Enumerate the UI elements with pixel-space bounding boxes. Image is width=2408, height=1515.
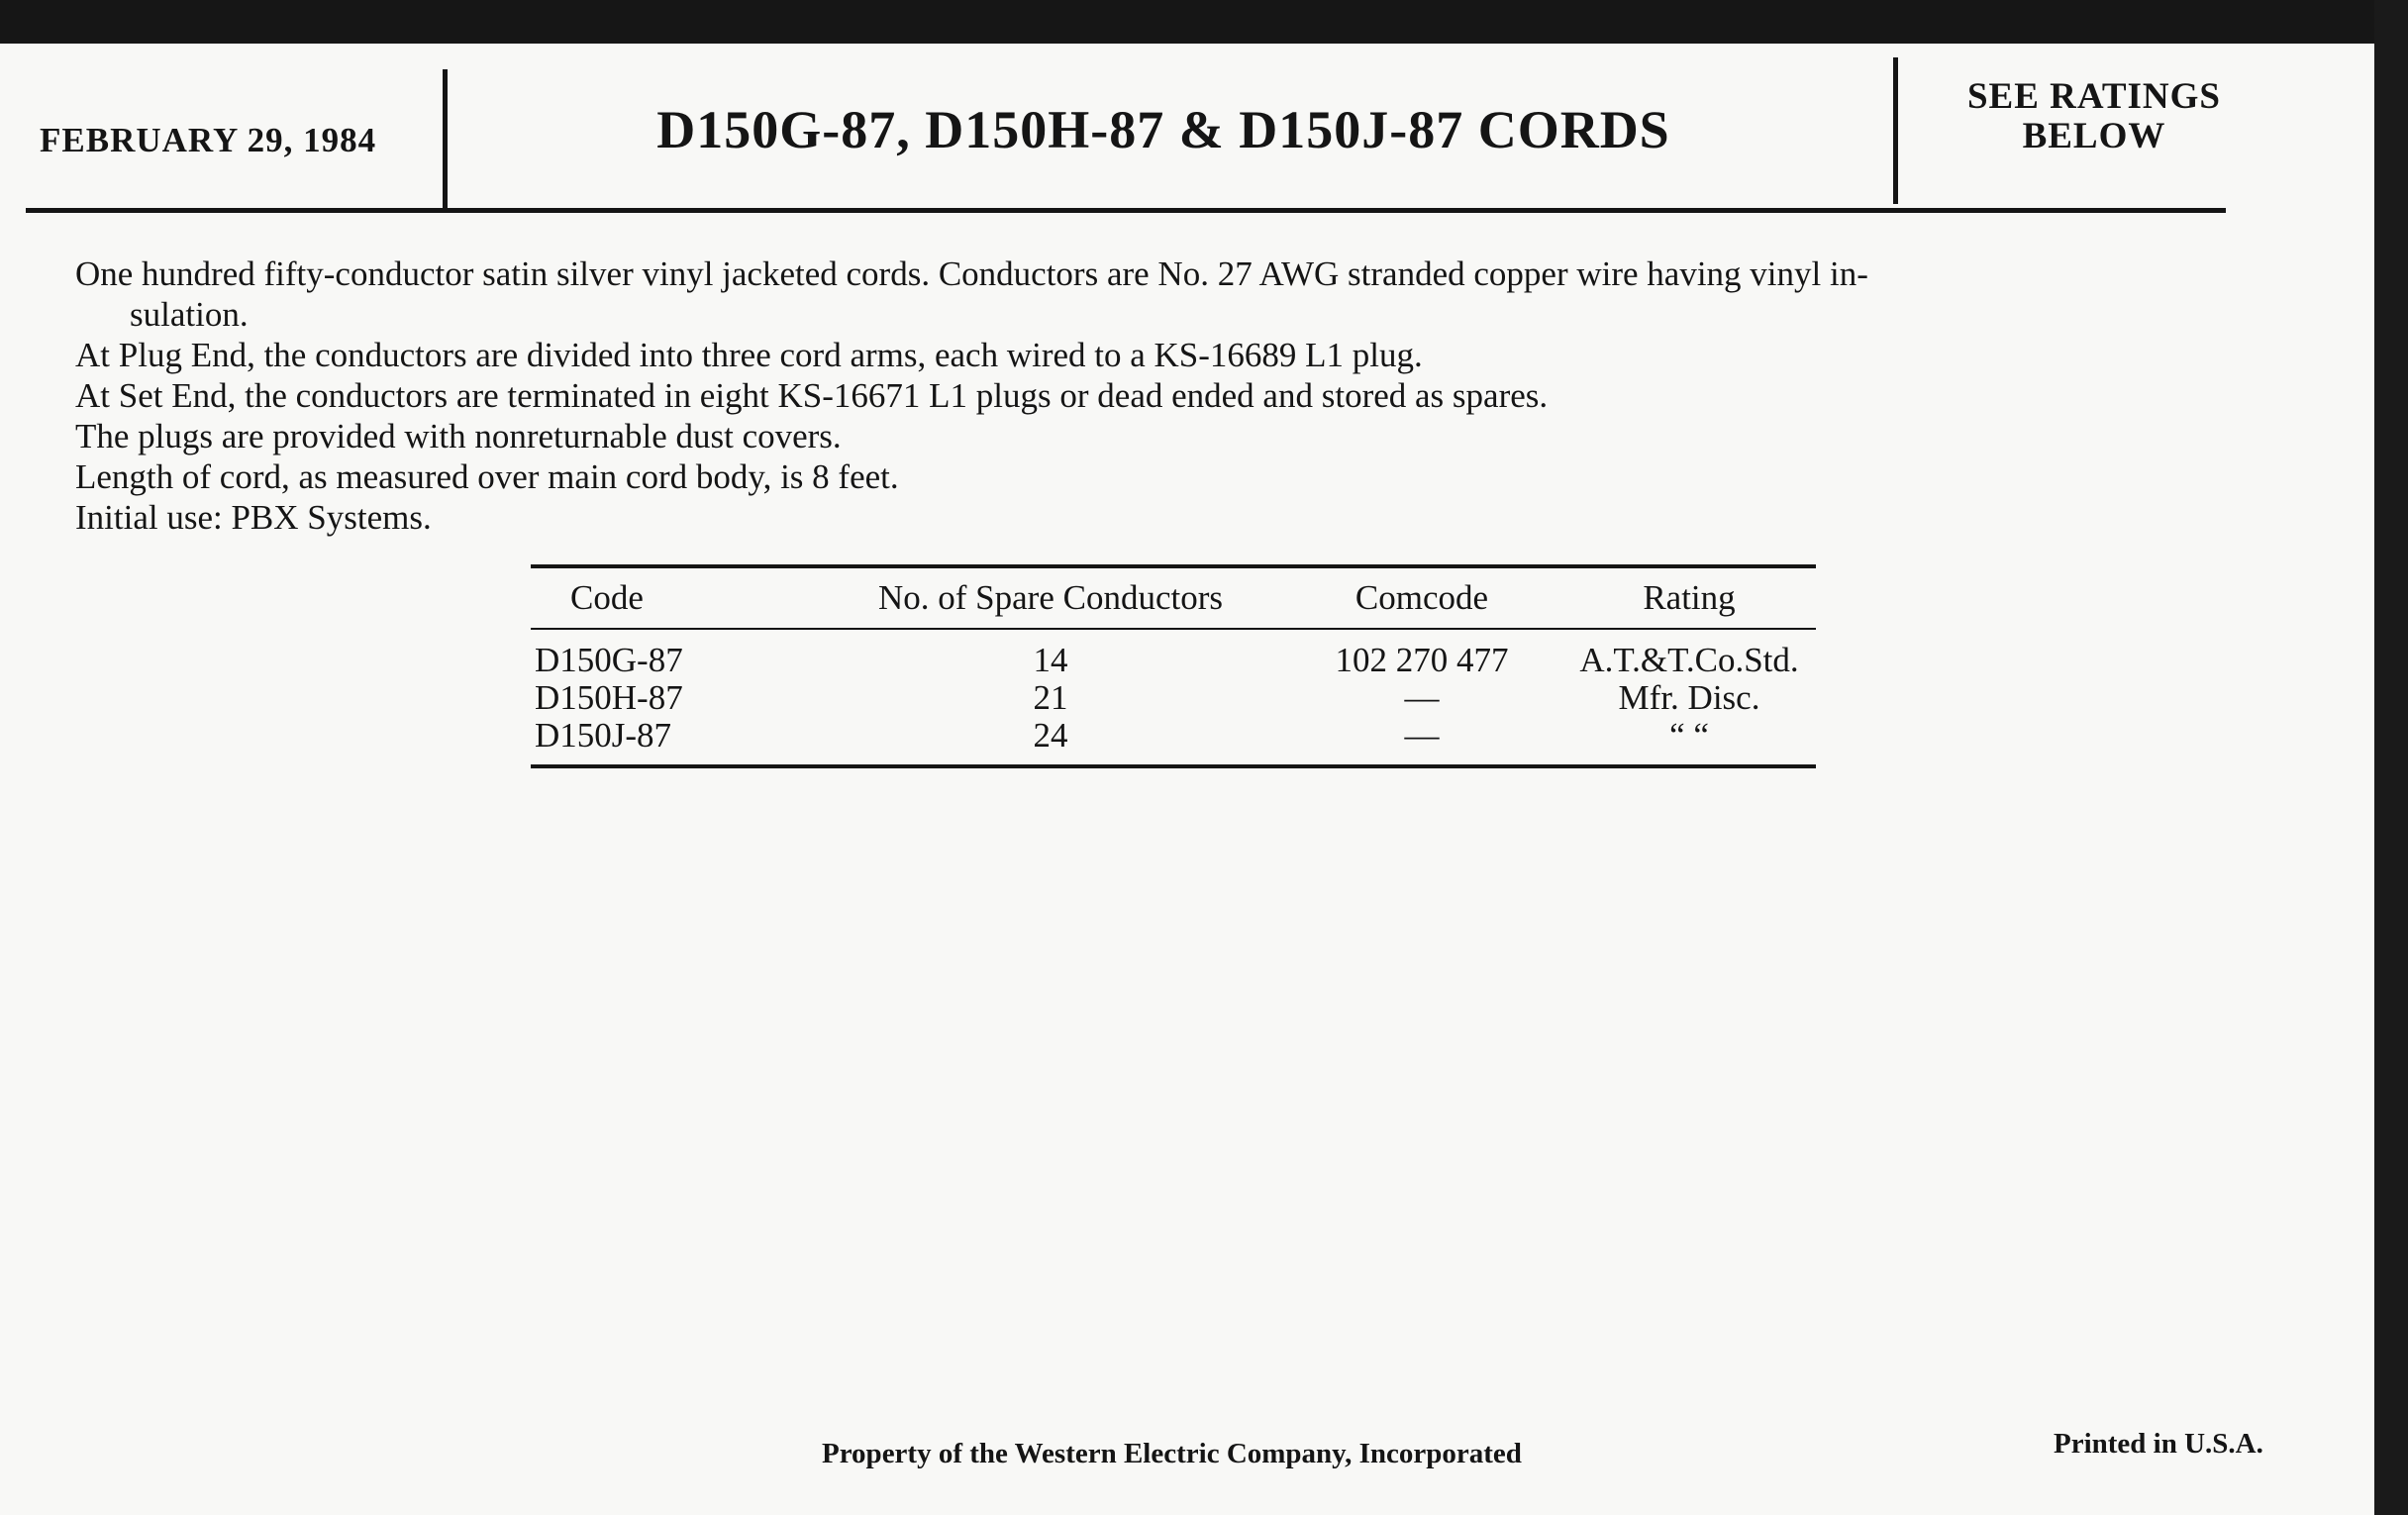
cell-spare: 21 <box>1033 678 1068 717</box>
table-header-row <box>531 568 1816 628</box>
header-divider-right <box>1893 57 1898 204</box>
rating-note-line2: BELOW <box>2022 116 2166 156</box>
cell-comcode: — <box>1404 716 1440 755</box>
cell-code: D150J-87 <box>535 716 672 755</box>
description-line-continuation: sulation. <box>130 295 249 334</box>
description-line: Length of cord, as measured over main cord body, is 8 feet. <box>75 457 899 496</box>
cell-code: D150G-87 <box>535 641 683 679</box>
header-rule <box>26 208 2226 213</box>
rating-note-line1: SEE RATINGS <box>1966 76 2222 117</box>
rating-note <box>1916 77 2272 156</box>
description-line: At Set End, the conductors are terminated in eight KS-16671 L1 plugs or dead ended and stored as spares. <box>75 376 1549 415</box>
cell-spare: 14 <box>1033 641 1068 679</box>
document-card <box>0 44 2374 1515</box>
description-line: The plugs are provided with nonreturnable dust covers. <box>75 417 842 455</box>
cord-table <box>531 564 1816 768</box>
cell-rating: A.T.&T.Co.Std. <box>1579 641 1799 679</box>
column-header-rating: Rating <box>1643 578 1736 617</box>
column-header-comcode: Comcode <box>1354 578 1489 617</box>
cell-code: D150H-87 <box>535 678 683 717</box>
scan-border-right <box>2374 0 2408 1515</box>
description-block <box>75 253 2273 538</box>
column-header-spare: No. of Spare Conductors <box>877 578 1223 617</box>
table-row <box>531 642 1816 679</box>
property-notice: Property of the Western Electric Company, Incorporated <box>822 1438 1522 1469</box>
cell-rating: Mfr. Disc. <box>1618 678 1760 717</box>
printed-notice: Printed in U.S.A. <box>2054 1428 2263 1460</box>
description-line: Initial use: PBX Systems. <box>75 498 432 537</box>
cell-rating: “ “ <box>1669 716 1709 755</box>
issue-date: FEBRUARY 29, 1984 <box>40 121 377 159</box>
cell-comcode: — <box>1404 678 1440 717</box>
table-bottom-rule <box>531 764 1816 768</box>
scan-border-top <box>0 0 2408 46</box>
cell-spare: 24 <box>1033 716 1068 755</box>
cell-comcode: 102 270 477 <box>1335 641 1509 679</box>
column-header-code: Code <box>570 578 644 617</box>
description-line: At Plug End, the conductors are divided into three cord arms, each wired to a KS-16689 L1 plug. <box>75 336 1423 374</box>
table-row <box>531 679 1816 717</box>
table-row <box>531 717 1816 755</box>
description-line: One hundred fifty-conductor satin silver vinyl jacketed cords. Conductors are No. 27 AWG stranded copper wire having vinyl in- <box>75 254 1868 293</box>
document-title: D150G-87, D150H-87 & D150J-87 CORDS <box>656 100 1670 159</box>
